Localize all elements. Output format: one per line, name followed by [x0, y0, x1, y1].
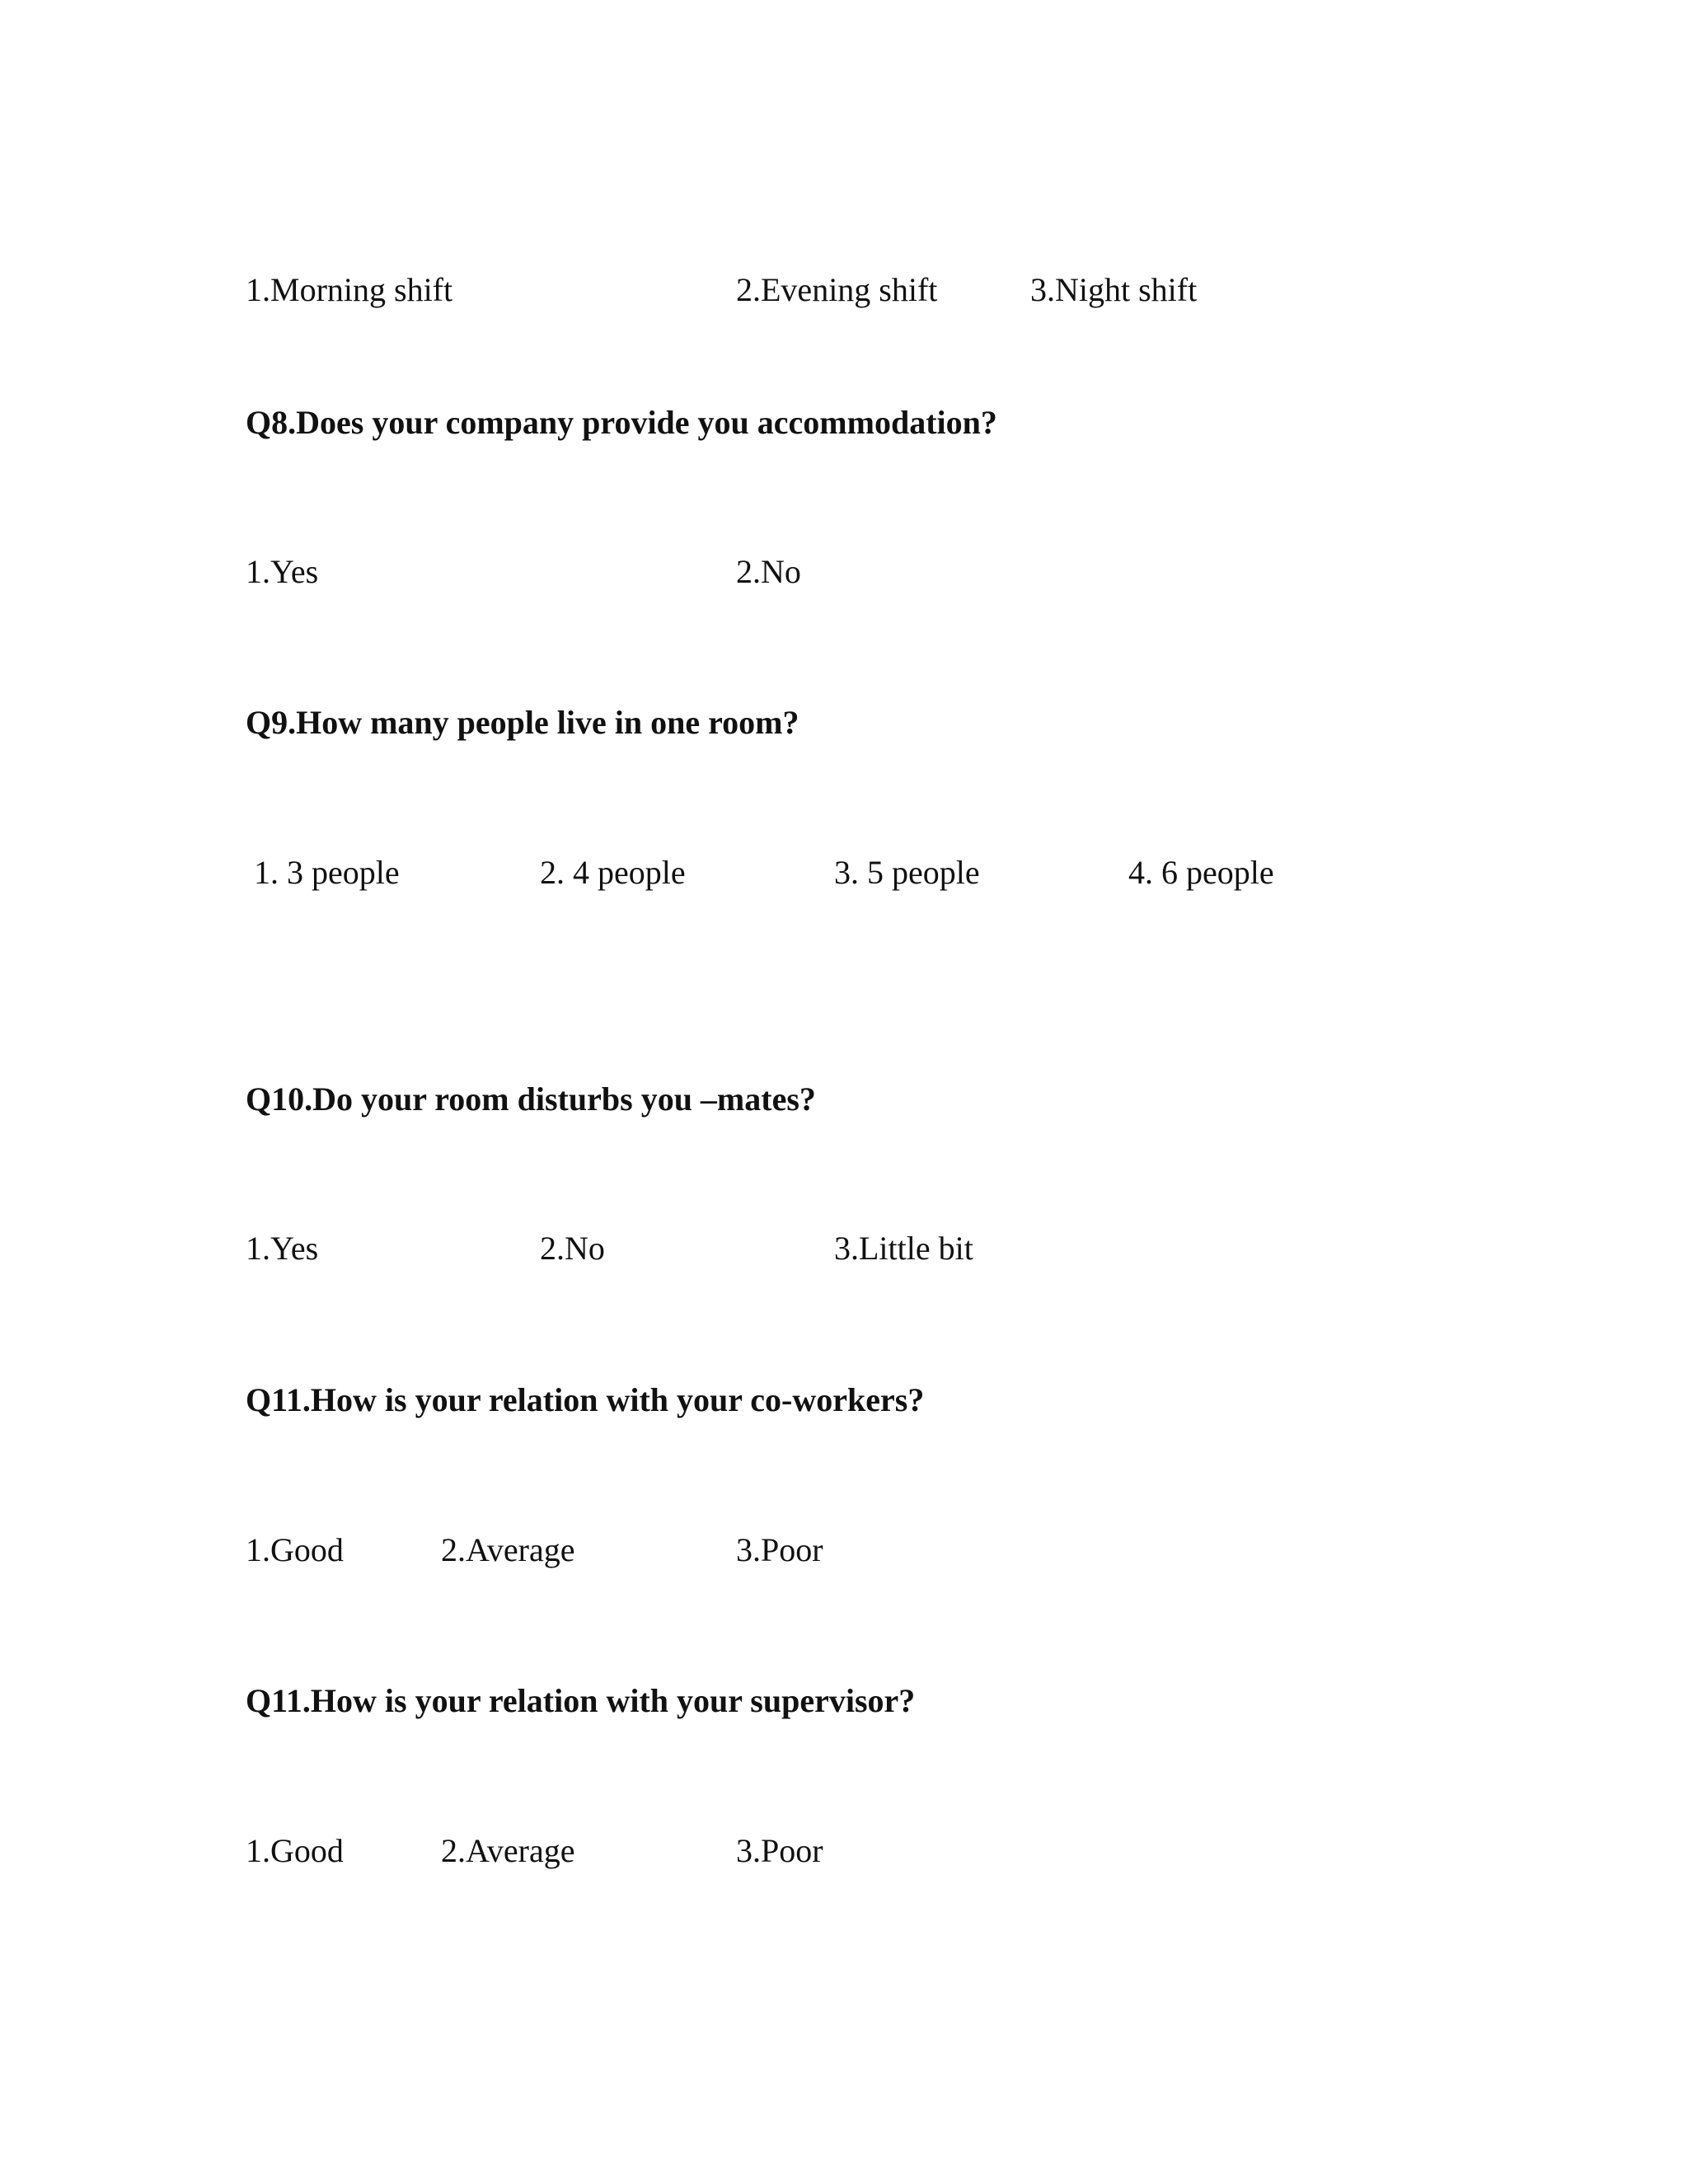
- question-q8: Q8.Does your company provide you accommodation?: [246, 404, 997, 441]
- q9-option-5-people: 3. 5 people: [834, 854, 980, 891]
- q8-option-no: 2.No: [736, 553, 801, 590]
- question-q11-coworkers: Q11.How is your relation with your co-workers?: [246, 1381, 925, 1418]
- q11b-option-average: 2.Average: [441, 1832, 575, 1869]
- question-q10: Q10.Do your room disturbs you –mates?: [246, 1080, 816, 1118]
- q10-option-little-bit: 3.Little bit: [834, 1230, 973, 1267]
- q9-option-6-people: 4. 6 people: [1128, 854, 1274, 891]
- q10-option-yes: 1.Yes: [246, 1230, 319, 1267]
- q11b-option-poor: 3.Poor: [736, 1832, 823, 1869]
- question-q9: Q9.How many people live in one room?: [246, 704, 799, 741]
- option-morning-shift: 1.Morning shift: [246, 271, 453, 308]
- q9-option-4-people: 2. 4 people: [540, 854, 686, 891]
- q9-option-3-people: 1. 3 people: [254, 854, 400, 891]
- option-night-shift: 3.Night shift: [1030, 271, 1198, 308]
- q11a-option-poor: 3.Poor: [736, 1531, 823, 1568]
- question-q11-supervisor: Q11.How is your relation with your supervisor?: [246, 1682, 916, 1719]
- q10-option-no: 2.No: [540, 1230, 605, 1267]
- q8-option-yes: 1.Yes: [246, 553, 319, 590]
- option-evening-shift: 2.Evening shift: [736, 271, 938, 308]
- q11a-option-average: 2.Average: [441, 1531, 575, 1568]
- q11a-option-good: 1.Good: [246, 1531, 344, 1568]
- q11b-option-good: 1.Good: [246, 1832, 344, 1869]
